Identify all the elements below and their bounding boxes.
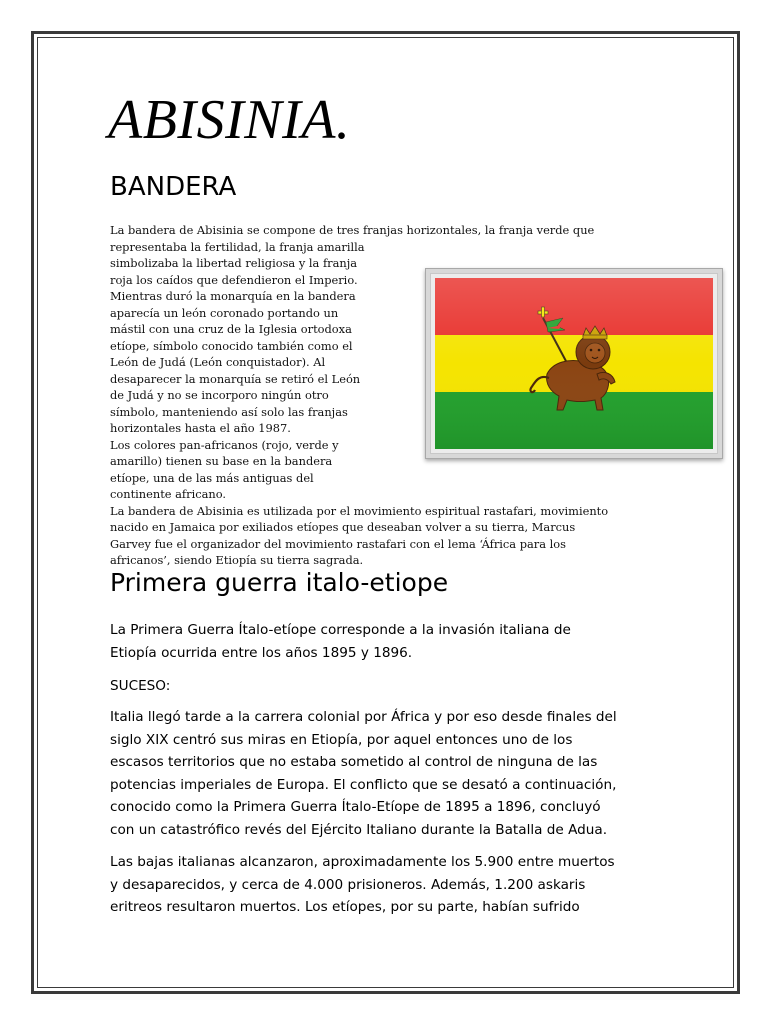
text-line: Italia llegó tarde a la carrera colonial por África y por eso desde finales del [110, 709, 617, 725]
text-line: representaba la fertilidad, la franja amarilla [110, 239, 365, 254]
intro-paragraph [110, 619, 710, 664]
text-line: La Primera Guerra Ítalo-etíope corresponde a la invasión italiana de [110, 622, 571, 638]
text-line: nacido en Jamaica por exiliados etíopes que deseaban volver a su tierra, Marcus [110, 520, 576, 534]
text-line: de Judá y no se incorporo ningún otro [110, 388, 329, 402]
bandera-heading: BANDERA [110, 172, 237, 202]
guerra-heading: Primera guerra italo-etiope [110, 568, 449, 597]
text-line: siglo XIX centró sus miras en Etiopía, por aquel entonces uno de los [110, 731, 573, 748]
text-line: roja los caídos que defendieron el Imperio. [110, 272, 358, 287]
text-line: simbolizaba la libertad religiosa y la franja [110, 256, 358, 270]
text-line: Etiopía ocurrida entre los años 1895 y 1896. [110, 644, 413, 661]
text-line: León de Judá (León conquistador). Al [110, 355, 326, 369]
text-line: Garvey fue el organizador del movimiento rastafari con el lema ‘África para los [110, 536, 566, 551]
flag-gloss-overlay [435, 278, 713, 449]
text-line: etíope, una de las más antiguas del [110, 470, 314, 485]
text-line: amarillo) tienen su base en la bandera [110, 454, 333, 468]
text-line: y desaparecidos, y cerca de 4.000 prisioneros. Además, 1.200 askaris [110, 876, 586, 893]
bajas-paragraph [110, 851, 710, 919]
text-line: La bandera de Abisinia es utilizada por el movimiento espiritual rastafari, movimiento [110, 503, 609, 518]
text-line: continente africano. [110, 487, 227, 501]
text-line: aparecía un león coronado portando un [110, 305, 339, 320]
text-line: potencias imperiales de Europa. El conflicto que se desató a continuación, [110, 776, 617, 793]
document-title: ABISINIA. [108, 89, 351, 151]
text-line: eritreos resultaron muertos. Los etíopes, por su parte, habían sufrido [110, 899, 580, 916]
text-line: desaparecer la monarquía se retiró el León [110, 371, 361, 386]
text-line: símbolo, manteniendo así solo las franjas [110, 404, 348, 419]
text-line: conocido como la Primera Guerra Ítalo-Etíope de 1895 a 1896, concluyó [110, 799, 601, 816]
text-line: Mientras duró la monarquía en la bandera [110, 289, 356, 303]
ethiopian-flag-icon [435, 278, 713, 449]
text-line: escasos territorios que no estaba sometido al control de ninguna de las [110, 754, 598, 771]
suceso-label: SUCESO: [110, 678, 171, 694]
text-line: con un catastrófico revés del Ejército Italiano durante la Batalla de Adua. [110, 821, 608, 838]
flag-image-frame [425, 268, 723, 459]
suceso-paragraph [110, 706, 710, 842]
text-line: La bandera de Abisinia se compone de tres franjas horizontales, la franja verde que [110, 223, 595, 237]
text-line: etíope, símbolo conocido también como el [110, 338, 353, 353]
text-line: africanos’, siendo Etiopía su tierra sagrada. [110, 553, 364, 567]
text-line: Las bajas italianas alcanzaron, aproximadamente los 5.900 entre muertos [110, 854, 615, 870]
text-line: Los colores pan-africanos (rojo, verde y [110, 437, 339, 452]
text-line: horizontales hasta el año 1987. [110, 421, 291, 435]
text-line: mástil con una cruz de la Iglesia ortodoxa [110, 322, 352, 336]
